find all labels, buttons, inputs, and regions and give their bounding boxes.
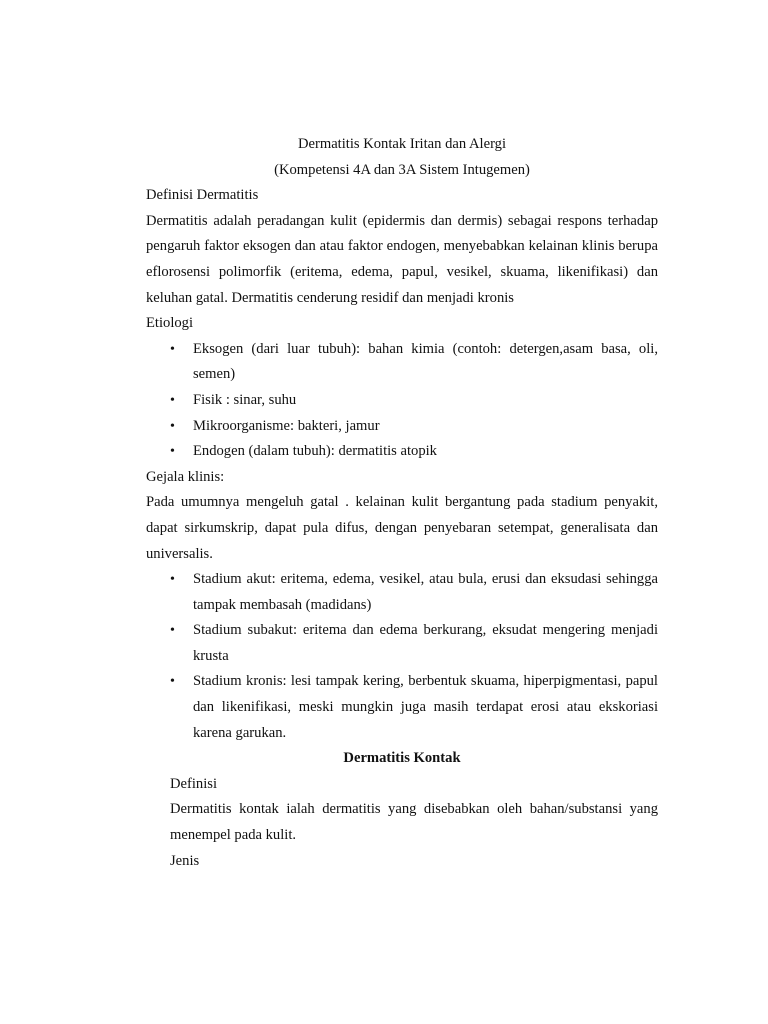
- jenis-label: Jenis: [170, 852, 200, 869]
- list-item: • Mikroorganisme: bakteri, jamur: [146, 414, 658, 440]
- kontak-definisi-paragraph: Dermatitis kontak ialah dermatitis yang disebabkan oleh bahan/substansi yang menempel pada kulit.: [170, 801, 658, 844]
- definisi-paragraph: Dermatitis adalah peradangan kulit (epidermis dan dermis) sebagai respons terhadap pengaruh faktor eksogen dan atau faktor endogen, menyebabkan kelainan klinis berupa eflorosensi polimorfik (eritema, edema, papul, vesikel, skuama, likenifikasi) dan keluhan gatal. Dermatitis cenderung residif dan menjadi kronis: [146, 212, 658, 306]
- definisi-heading: Definisi Dermatitis: [146, 187, 259, 204]
- gejala-paragraph: Pada umumnya mengeluh gatal . kelainan kulit bergantung pada stadium penyakit, dapat sirkumskrip, dapat pula difus, dengan penyebaran setempat, generalisata dan universalis.: [146, 494, 658, 562]
- etiologi-heading: Etiologi: [146, 315, 194, 332]
- document-title: Dermatitis Kontak Iritan dan Alergi: [297, 136, 507, 152]
- list-item: • Stadium subakut: eritema dan edema berkurang, eksudat mengering menjadi krusta: [146, 618, 658, 669]
- kontak-definisi-label: Definisi: [170, 775, 218, 792]
- list-item: • Eksogen (dari luar tubuh): bahan kimia (contoh: detergen,asam basa, oli, semen): [146, 337, 658, 388]
- list-item: • Stadium kronis: lesi tampak kering, berbentuk skuama, hiperpigmentasi, papul dan likenifikasi, meski mungkin juga masih terdapat erosi atau ekskoriasi karena garukan.: [146, 669, 658, 746]
- gejala-heading: Gejala klinis:: [146, 468, 225, 485]
- document-body: [146, 132, 658, 874]
- dermatitis-kontak-heading: Dermatitis Kontak: [343, 750, 461, 767]
- list-item: • Endogen (dalam tubuh): dermatitis atopik: [146, 439, 658, 465]
- list-item: • Stadium akut: eritema, edema, vesikel, atau bula, erusi dan eksudasi sehingga tampak membasah (madidans): [146, 567, 658, 618]
- document-subtitle: (Kompetensi 4A dan 3A Sistem Intugemen): [274, 161, 530, 178]
- etiologi-list: [146, 337, 658, 465]
- stadium-list: [146, 567, 658, 746]
- list-item: • Fisik : sinar, suhu: [146, 388, 658, 414]
